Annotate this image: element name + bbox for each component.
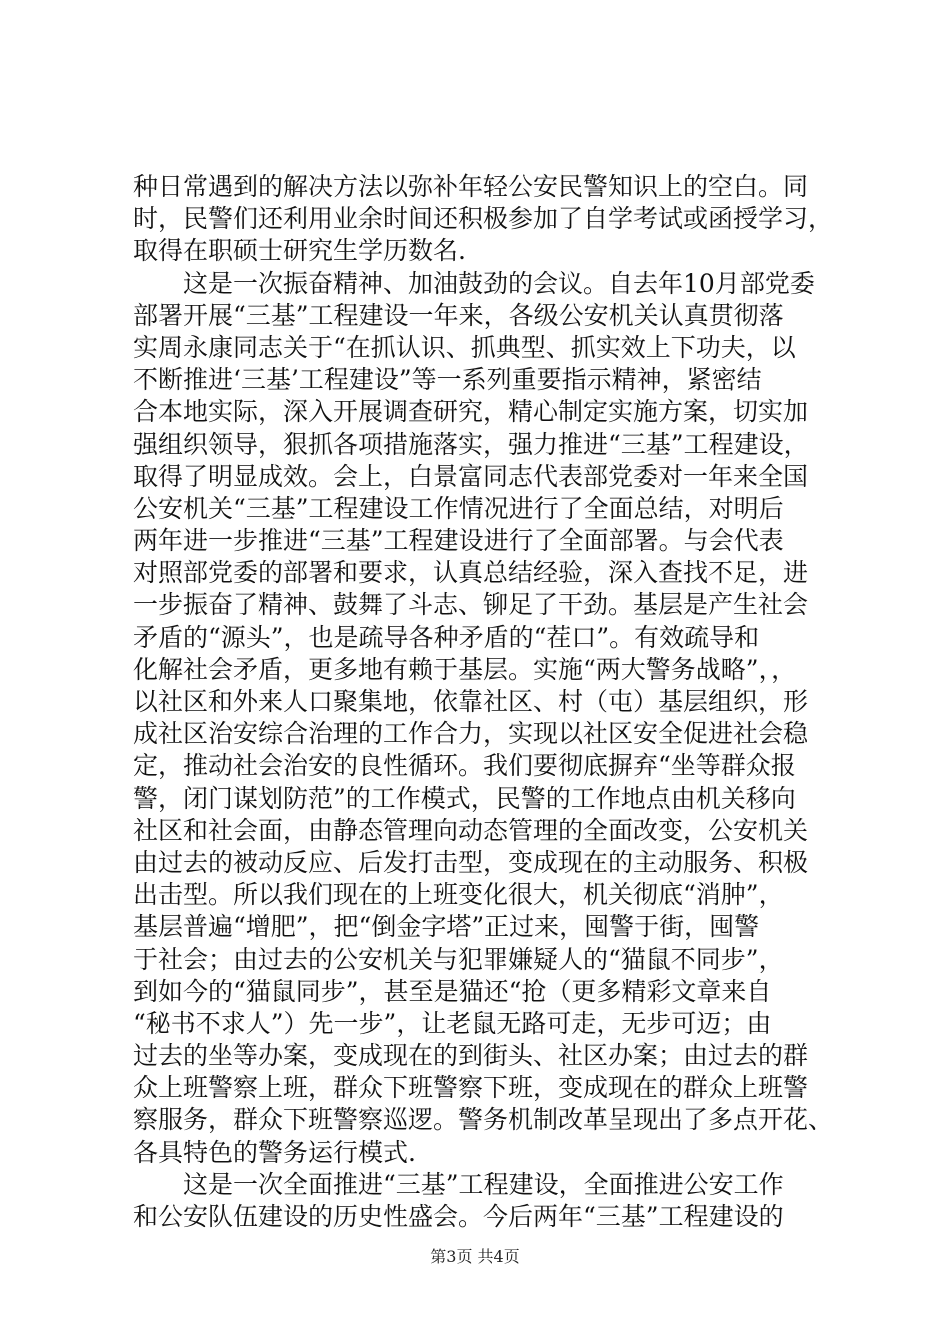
text-line: 一步振奋了精神、鼓舞了斗志、铆足了干劲。基层是产生社会: [133, 590, 809, 620]
document-body: [133, 171, 834, 1233]
text-line: 这是一次全面推进“三基”工程建设，全面推进公安工作: [183, 1169, 784, 1199]
text-line: 化解社会矛盾，更多地有赖于基层。实施“两大警务战略”，，: [133, 654, 797, 684]
text-line: 和公安队伍建设的历史性盛会。今后两年“三基”工程建设的: [133, 1202, 784, 1231]
text-line: 不断推进‘三基’工程建设”等一系列重要指示精神，紧密结: [133, 365, 762, 395]
text-line: 出击型。所以我们现在的上班变化很大，机关彻底“消肿”，: [133, 880, 784, 910]
text-line: 定，推动社会治安的良性循环。我们要彻底摒弃“坐等群众报: [133, 751, 796, 781]
text-line: 由过去的被动反应、后发打击型，变成现在的主动服务、积极: [133, 847, 809, 877]
text-line: 矛盾的“源头”，也是疏导各种矛盾的“茬口”。有效疏导和: [133, 622, 760, 652]
text-line: 到如今的“猫鼠同步”，甚至是猫还“抢（更多精彩文章来自: [133, 976, 772, 1006]
text-line: 警，闭门谋划防范”的工作模式，民警的工作地点由机关移向: [133, 783, 796, 813]
text-line: 成社区治安综合治理的工作合力，实现以社区安全促进社会稳: [133, 719, 809, 749]
text-line: 社区和社会面，由静态管理向动态管理的全面改变，公安机关: [133, 815, 809, 845]
text-line: 强组织领导，狠抓各项措施落实，强力推进“三基”工程建设，: [133, 429, 809, 459]
text-line: 合本地实际，深入开展调查研究，精心制定实施方案，切实加: [133, 397, 809, 427]
text-line: 对照部党委的部署和要求，认真总结经验，深入查找不足，进: [133, 558, 809, 588]
text-line: 两年进一步推进“三基”工程建设进行了全面部署。与会代表: [133, 526, 784, 556]
text-line: 各具特色的警务运行模式.: [133, 1137, 416, 1167]
text-line: 公安机关“三基”工程建设工作情况进行了全面总结，对明后: [133, 493, 784, 523]
text-line: 实周永康同志关于“在抓认识、抓典型、抓实效上下功夫，以: [133, 332, 796, 362]
text-line: 察服务，群众下班警察巡逻。警务机制改革呈现出了多点开花、: [133, 1105, 834, 1135]
text-line: 种日常遇到的解决方法以弥补年轻公安民警知识上的空白。同: [133, 172, 809, 201]
text-line: 时，民警们还利用业余时间还积极参加了自学考试或函授学习，: [133, 204, 834, 234]
text-line: 取得在职硕士研究生学历数名.: [133, 236, 466, 266]
text-line: 众上班警察上班，群众下班警察下班，变成现在的群众上班警: [133, 1073, 809, 1103]
text-line: 取得了明显成效。会上，白景富同志代表部党委对一年来全国: [133, 461, 809, 491]
text-line: 于社会；由过去的公安机关与犯罪嫌疑人的“猫鼠不同步”，: [133, 944, 784, 974]
text-line: 以社区和外来人口聚集地，依靠社区、村（屯）基层组织，形: [133, 687, 809, 716]
text-line: 这是一次振奋精神、加油鼓劲的会议。自去年10月部党委: [183, 268, 815, 298]
text-line: “秘书不求人”）先一步”，让老鼠无路可走，无步可迈；由: [133, 1008, 772, 1038]
text-line: 部署开展“三基”工程建设一年来，各级公安机关认真贯彻落: [133, 300, 784, 330]
text-line: 过去的坐等办案，变成现在的到街头、社区办案；由过去的群: [133, 1041, 809, 1071]
page-footer: 第3页 共4页: [430, 1247, 520, 1266]
text-line: 基层普遍“增肥”，把“倒金字塔”正过来，囤警于街，囤警: [133, 912, 760, 942]
